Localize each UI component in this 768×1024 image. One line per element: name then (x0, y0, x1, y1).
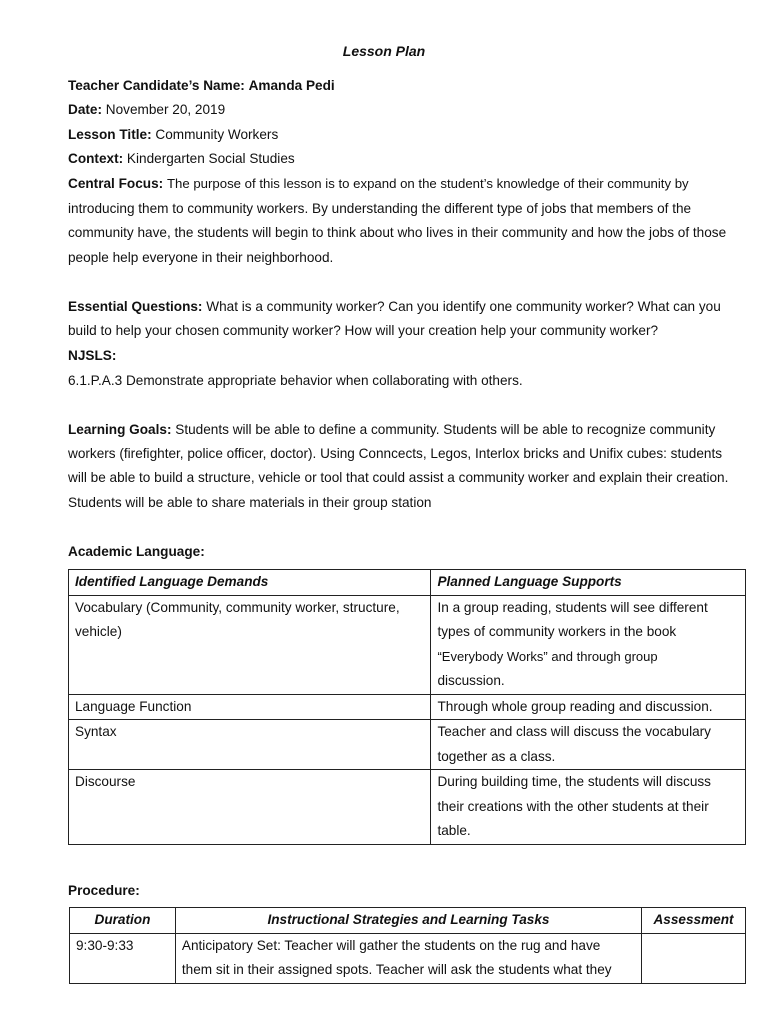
context-value: Kindergarten Social Studies (126, 151, 295, 166)
support-text: their creations with the other students at their (437, 798, 709, 814)
procedure-label: Procedure: (68, 883, 140, 898)
demand-cell (69, 770, 431, 845)
essential-questions-line-1 (68, 295, 721, 320)
header-duration: Duration (70, 908, 176, 934)
support-text: Through whole group reading and discussion. (437, 698, 713, 714)
learning-goals-line-1 (68, 418, 715, 443)
candidate-line (68, 74, 335, 99)
date-value: November 20, 2019 (105, 102, 226, 117)
table-row (69, 595, 746, 694)
date-line (68, 98, 225, 123)
demand-text: Language Function (75, 698, 192, 714)
context-line (68, 147, 295, 172)
academic-language-label: Academic Language: (68, 544, 205, 559)
learning-goals-label: Learning Goals: (68, 422, 172, 437)
lesson-title-label: Lesson Title: (68, 127, 152, 142)
table-header-row (69, 570, 746, 596)
essential-questions-line-2: build to help your chosen community worker? How will your creation help your community worker? (68, 323, 659, 338)
lesson-title-line (68, 123, 278, 148)
duration-cell: 9:30-9:33 (70, 933, 176, 983)
central-focus-line-4: people help everyone in their neighborhood. (68, 250, 334, 265)
learning-goals-line-3: will be able to build a structure, vehicle or tool that could assist a community worker and explain their creation. (68, 470, 729, 485)
support-cell (431, 720, 746, 770)
header-language-demands: Identified Language Demands (69, 570, 431, 596)
header-language-supports: Planned Language Supports (431, 570, 746, 596)
support-text: types of community workers in the book (437, 624, 677, 639)
header-assessment: Assessment (642, 908, 746, 934)
njsls-standard: 6.1.P.A.3 Demonstrate appropriate behavior when collaborating with others. (68, 373, 523, 388)
table-header-row (70, 908, 746, 934)
document-title: Lesson Plan (342, 43, 426, 59)
demand-text: Syntax (75, 724, 117, 739)
support-text: In a group reading, students will see different (437, 599, 708, 615)
support-text: During building time, the students will discuss (437, 774, 711, 789)
table-row (69, 720, 746, 770)
demand-text: Discourse (75, 774, 136, 789)
support-text: “Everybody Works” and through group (437, 648, 658, 664)
candidate-label: Teacher Candidate’s Name: (68, 78, 245, 93)
essential-questions-text: What is a community worker? Can you identify one community worker? What can you (206, 299, 721, 314)
central-focus-line-3: community have, the students will begin to think about who lives in their community and how the jobs of those (68, 225, 727, 240)
context-label: Context: (68, 151, 124, 166)
support-cell (431, 694, 746, 720)
table-row (69, 694, 746, 720)
header-strategies: Instructional Strategies and Learning Tasks (175, 908, 641, 934)
central-focus-label: Central Focus: (68, 176, 164, 191)
demand-cell (69, 720, 431, 770)
demand-cell (69, 694, 431, 720)
essential-questions-label: Essential Questions: (68, 299, 203, 314)
support-text: Teacher and class will discuss the vocabulary (437, 724, 711, 739)
academic-language-table (68, 569, 746, 845)
task-text: Anticipatory Set: Teacher will gather the students on the rug and have (181, 937, 601, 953)
demand-cell (69, 595, 431, 694)
candidate-name: Amanda Pedi (248, 78, 335, 93)
lesson-title-value: Community Workers (155, 127, 279, 142)
central-focus-line-1 (68, 172, 689, 197)
learning-goals-line-2: workers (firefighter, police officer, doctor). Using Conncects, Legos, Interlox bricks and Unifix cubes: students (68, 446, 723, 461)
procedure-table (69, 907, 746, 984)
assessment-cell (642, 933, 746, 983)
central-focus-text: The purpose of this lesson is to expand on the student’s knowledge of their community by (166, 176, 689, 191)
table-row (69, 770, 746, 845)
demand-text: vehicle) (75, 624, 122, 639)
central-focus-line-2: introducing them to community workers. By understanding the different type of jobs that members of the (68, 201, 692, 216)
task-text: them sit in their assigned spots. Teacher will ask the students what they (181, 962, 612, 977)
date-label: Date: (68, 102, 102, 117)
learning-goals-text: Students will be able to define a community. Students will be able to recognize community (175, 422, 716, 437)
learning-goals-line-4: Students will be able to share materials in their group station (68, 495, 432, 510)
task-cell (175, 933, 641, 983)
table-row (70, 933, 746, 983)
support-text: together as a class. (437, 748, 556, 764)
support-text: discussion. (437, 673, 505, 688)
support-text: table. (437, 823, 471, 838)
support-cell (431, 595, 746, 694)
demand-text: Vocabulary (Community, community worker, structure, (75, 599, 400, 615)
njsls-label: NJSLS: (68, 348, 117, 363)
support-cell (431, 770, 746, 845)
